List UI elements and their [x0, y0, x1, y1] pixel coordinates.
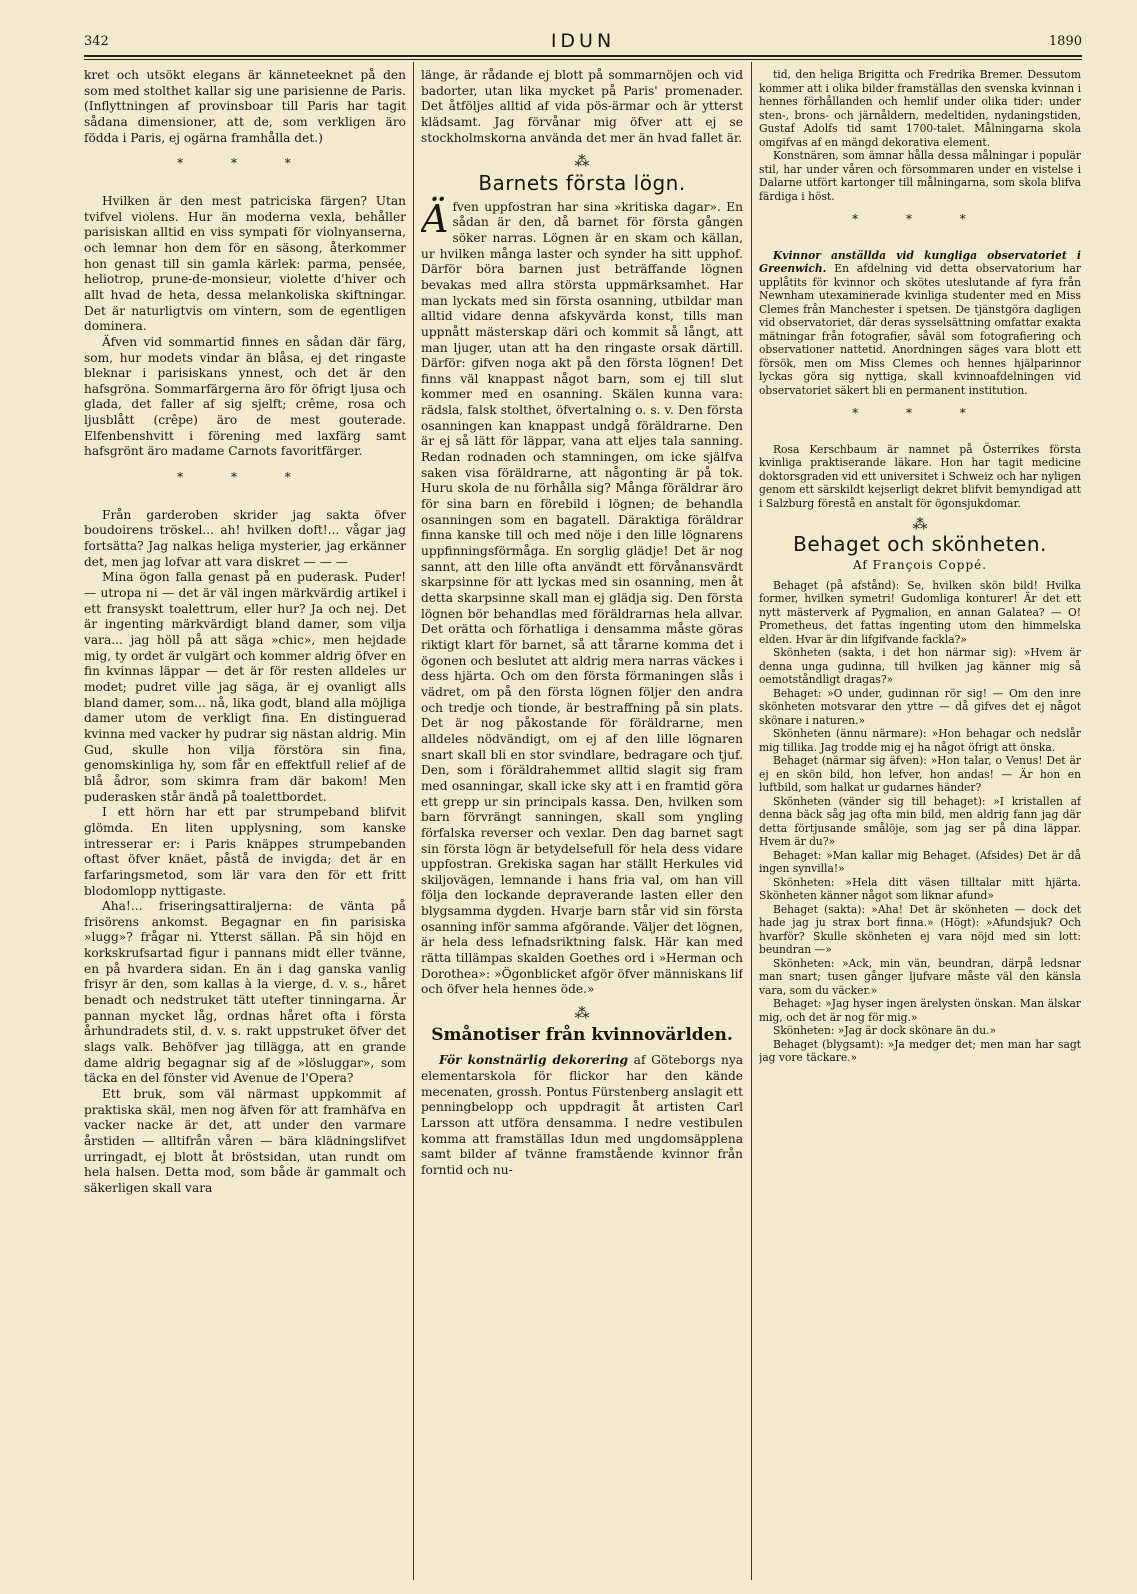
paragraph: Hvilken är den mest patriciska färgen? Utan tvifvel violens. Hur än moderna vexla, behåller parisiskan alltid en viss sympati för violnyanserna, och lemnar hon dem för en säsong, återkommer hon genast till sin gamla kärlek: parma, pensée, heliotrop, prune-de-monsieur, violette d'hiver och allt hvad de heta, dessa melankoliska skiftningar. Det är naturligtvis om vintern, som de egentligen dominera.: [84, 193, 406, 334]
dialogue-line: Skönheten: »Jag är dock skönare än du.»: [773, 1024, 997, 1037]
paragraph: Aha!... friseringsattiraljerna: de vänta på frisörens ankomst. Begagnar en fin parisiska »lugg»? frågar ni. Ytterst sällan. På sin höjd en korkskrufsartad figur i pannans midt eller tvänne, en på hvardera sidan. En än i dag ganska vanlig frisyr är den, som kallas à la vierge, d. v. s., håret benadt och nedstruket tätt utefter tinningarna. Är pannan mycket låg, ordnas håret ofta i första århundradets stil, d. v. s. rakt uppstruket öfver det slags valk. Behöfver jag tillägga, att en grande dame aldrig begagnar sig af de »lösluggar», som täcka en del fönster vid Avenue de l'Opera?: [84, 899, 406, 1086]
section-separator: * * *: [177, 156, 313, 171]
paragraph: Ett bruk, som väl närmast uppkommit af praktiska skäl, men nog äfven för att framhäfva en vacker nacke är det, att under den varmare årstiden — alltifrån våren — bära klädningslifvet urringadt, ej blott åt bröstsidan, utan rundt om hela halsen. Detta mod, som både är gammalt och säkerligen skall vara: [84, 1087, 406, 1195]
column-3: [759, 68, 1081, 1578]
year: 1890: [1048, 34, 1082, 49]
ornament-icon: ⁂: [574, 1004, 590, 1023]
dialogue-line: Skönheten (vänder sig till behaget): »I kristallen af denna bäck såg jag ofta min bild, men aldrig fann jag där detta förtjusande smålöje, som jag ser på dina läppar. Hvem är du?»: [759, 794, 1081, 848]
paragraph: Konstnären, som ämnar hålla dessa målningar i populär stil, har under våren och försommaren under en vistelse i Dalarne utfört kartonger till målningarna, som skola blifva färdiga i höst.: [759, 149, 1081, 203]
masthead: IDUN: [550, 30, 616, 52]
notice: Rosa Kerschbaum är namnet på Österrikes första kvinliga praktiserande läkare. Hon har tagit medicine doktorsgraden vid ett universitet i Schweiz och har nyligen genom ett särskildt kejserligt dekret blifvit bemyndigad att i Salzburg förestå en anstalt för ögonsjukdomar.: [759, 442, 1081, 510]
drop-cap: Ä: [421, 196, 449, 241]
notice-heading: För konstnärlig dekorering: [439, 1053, 628, 1068]
dialogue-line: Behaget: »Man kallar mig Behaget. (Afsides) Det är då ingen synvilla!»: [759, 848, 1081, 875]
paragraph: Mina ögon falla genast på en puderask. Puder! — utropa ni — det är väl ingen märkvärdig artikel i ett fransyskt toalettrum, eller hur? Ja och nej. Det är ingenting märkvärdigt bland damer, som vilja vara... jag höll på att säga »chic», men hejdade mig, ty ordet är vulgärt och kommer aldrig öfver en fin kvinnas läppar — det är för resten alldeles ur modet; pudret ville jag säga, är ej ovanligt alls bland damer, som... nå, lika godt, bland alla möjliga damer utom de verkligt fina. En distinguerad kvinna med vacker hy pudrar sig nästan aldrig. Min Gud, skulle hon vilja förstöra sin fina, genomskinliga hy, som får en effektfull relief af de blå ådror, som skimra fram där bakom! Men puderasken står ändå på toalettbordet.: [84, 570, 406, 804]
paragraph: tid, den heliga Brigitta och Fredrika Bremer. Dessutom kommer att i olika bilder framställas den svenska kvinnan i hennes förhållanden och hemlif under olika tider: under sten-, brons- och järnåldern, medeltiden, nydaningstiden, Gustaf Adolfs tid samt 1700-talet. Målningarna skola omgifvas af en mängd dekorativa element.: [759, 68, 1081, 149]
dialogue-line: Skönheten (sakta, i det hon närmar sig): »Hvem är denna unga gudinna, till hvilken jag känner mig så oemotståndligt dragas?»: [759, 646, 1081, 686]
notice-heading: Kvinnor anställda vid kungliga observatoriet i Greenwich.: [759, 248, 1081, 275]
dialogue-line: Behaget (på afstånd): Se, hvilken skön bild! Hvilka former, hvilken symetri! Gudomliga konturer! Är det ett nytt mästerverk af Pygmalion, en annan Galatea? — O! Prometheus, det fattas ingenting utom den himmelska elden. Hvar är din lifgifvande fackla?»: [759, 578, 1081, 646]
dialogue-line: Skönheten: »Ack, min vän, beundran, därpå ledsnar man snart; tusen gånger ljufvare måste väl den känsla vara, som du väcker.»: [759, 956, 1081, 997]
header-rule-thin: [84, 59, 1082, 60]
section-separator: * * *: [852, 212, 988, 226]
dialogue-line: Skönheten: »Hela ditt väsen tilltalar mitt hjärta. Skönheten känner något som liknar afund»: [759, 875, 1081, 902]
dialogue-line: Behaget: »O under, gudinnan rör sig! — Om den inre skönheten motsvarar den yttre — då gifves det ej något skönare i naturen.»: [759, 686, 1081, 727]
dialogue-line: Behaget: »Jag hyser ingen ärelysten önskan. Man älskar mig, och det är nog för mig.»: [759, 997, 1081, 1024]
column-divider: [751, 62, 752, 1580]
article-title: Barnets första lögn.: [478, 170, 686, 195]
page-number: 342: [84, 34, 109, 49]
section-title: Smånotiser från kvinnovärlden.: [431, 1024, 733, 1045]
paragraph: Äfven uppfostran har sina »kritiska dagar». En sådan är den, då barnet för första gången söker narras. Lögnen är en skam och källan, ur hvilken många laster och synder ha sitt upphof. Därför böra barnen just beträffande lögnen bevakas med allra största uppmärksamhet. Har man lyckats med sin första osanning, utbildar man alltid vidare denna afskyvärda konst, tills man uppnått mästerskap däri och kommit så långt, att man ljuger, utan att ha den ringaste orsak därtill. Därför: gifven noga akt på den första lögnen! Det finns väl knappast något barn, som ej till slut kommer med en osanning. Skälen kunna vara: rädsla, falsk stolthet, öfvertalning o. s. v. Den första osanningen kan knappast undgå föräldrarne. Den är ej så lätt för läppar, vana att eljes tala sanning. Redan rodnaden och stamningen, om icke själfva saken visa föräldrarne, att någonting är på tok. Huru skola de nu förhålla sig? Många föräldrar äro för sina barn en förebild i lögnen; de behandla osanningen som en bagatell. Däraktiga föräldrar finna kanske till och med nöje i den lille lögnarens uppfinningsförmåga. En sorglig glädje! Det är nog sannt, att den lille ofta användt ett förvånansvärdt skarpsinne för att lyckas med sin osanning, men åt detta skarpsinne skall man ej glädja sig. Den första lögnen bör behandlas med föräldrarnas hela allvar. Det orätta och förhatliga i densamma måste göras riktigt klart för barnet, så att tårarne komma det i ögonen och beslutet att aldrig mera narras väckes i dess hjärta. Och om den första förmaningen slås i vädret, om på den första lögnen följer den andra och tredje och tionde, är bestraffning på sin plats. Det är nog påkostande för föräldrarne, men alldeles nödvändigt, om ej af den lille lögnaren snart skall bli en stor svindlare, bedragare och tjuf. Den, som i föräldrahemmet alltid slagit sig fram med osanningar, skall icke sky att i en framtid göra ett grepp ur sin principals kassa. Den, hvilken som barn förvrängt sanningen, skall som yngling förfalska reverser och vexlar. Den dag barnet sagt sin första lögn är betydelsefull för hela dess vidare uppfostran. Grekiska sagan har ställt Herkules vid skiljovägen, lemnande i hans fria val, om han vill följa den lockande depraverande lasten eller den blygsamma dygden. Hvarje barn står vid sin första osanning inför samma afgörande. Väljer det lögnen, är hela dess lefnadsriktning falsk. Här kan med rätta tillämpas skalden Goethes ord i »Herman och Dorothea»: »Ögonblicket afgör öfver människans lif och öfver hela hennes öde.»: [421, 196, 743, 997]
paragraph: Äfven vid sommartid finnes en sådan där färg, som, hur modets vindar än blåsa, ej det ringaste bleknar i parisiskans ynnest, och det är den hafsgröna. Sommarfärgerna äro för öfrigt ljusa och glada, det faller af sig sjelft; crême, rosa och ljusblått (crêpe) äro de mest gouterade. Elfenbenshvitt i förening med laxfärg samt hafsgrönt äro madame Carnots favoritfärger.: [84, 334, 406, 459]
section-separator: * * *: [177, 470, 313, 485]
paragraph: kret och utsökt elegans är känneteeknet på den som med stolthet kallar sig une parisienne de Paris. (Inflyttningen af provinsboar till Paris har tagit sådana dimensioner, att de, som verkligen äro födda i Paris, ej ogärna framhålla det.): [84, 68, 406, 145]
paragraph: Från garderoben skrider jag sakta öfver boudoirens tröskel... ah! hvilken doft!... vågar jag fortsätta? Jag nalkas heliga mysterier, jag erkänner det, men jag lofvar att vara diskret — — —: [84, 507, 406, 569]
ornament-icon: ⁂: [912, 515, 928, 533]
column-divider: [413, 62, 414, 1580]
dialogue-line: Behaget (blygsamt): »Ja medger det; men man har sagt jag vore täckare.»: [759, 1037, 1081, 1064]
dialogue-line: Skönheten (ännu närmare): »Hon behagar och nedslår mig tillika. Jag trodde mig ej ha något öfrigt att önska.: [759, 727, 1081, 754]
article-title: Behaget och skönheten.: [793, 531, 1047, 556]
notice: För konstnärlig dekorering af Göteborgs nya elementarskola för flickor har den kände mecenaten, grossh. Pontus Fürstenberg anslagit ett penningbelopp och uppdragit åt artisten Carl Larsson att utföra densamma. I nedre vestibulen komma att framställas Idun med ungdomsäpplena samt bilder af tvänne framstående kvinnor från forntid och nu-: [421, 1053, 743, 1177]
column-2: [421, 68, 743, 1578]
byline: Af François Coppé.: [852, 558, 988, 572]
section-separator: * * *: [852, 406, 988, 420]
notice: Kvinnor anställda vid kungliga observatoriet i Greenwich. En afdelning vid detta observatorium har upplåtits för kvinnor och skötes uteslutande af fyra från Newnham utexaminerade kvinliga studenter med en Miss Clemes från Manchester i spetsen. De tjänstgöra dagligen vid observatoriet, där deras sysselsättning omfattar exakta mätningar från fotografier, såväl som fotografiering och observationer nattetid. Anordningen säges vara blott ett försök, men om Miss Clemes och hennes hjälparinnor lyckas göra sig nyttiga, skall kvinnoafdelningen vid observatoriet säkert bli en permanent institution.: [759, 248, 1081, 397]
page-header: [84, 30, 1082, 52]
paragraph: länge, är rådande ej blott på sommarnöjen och vid badorter, utan lika mycket på Paris' promenader. Det åtföljes alltid af vida pös-ärmar och är ytterst klädsamt. Jag förvånar mig öfver att ej se stockholmskorna använda det mer än hvad fallet är.: [421, 68, 743, 145]
dialogue-line: Behaget (närmar sig äfven): »Hon talar, o Venus! Det är ej en skön bild, hon lefver, hon andas! — Är hon en luftbild, som halkat ur gudarnes händer?: [759, 754, 1081, 794]
paragraph: I ett hörn har ett par strumpeband blifvit glömda. En liten upplysning, som kanske intresserar er: i Paris knäppes strumpebanden oftast öfver knäet, påstå de invigda; det är en farfaringsmetod, som lär vara den för ett fritt blodomlopp nyttigaste.: [84, 805, 406, 898]
header-rule: [84, 55, 1082, 57]
column-1: [84, 68, 406, 1578]
dialogue-line: Behaget (sakta): »Aha! Det är skönheten — dock det hade jag ju strax bort finna.» (Högt): »Afundsjuk? Och hvarför? Skulle skönheten ej vara nöjd med sin lott: beundran —»: [759, 902, 1081, 956]
ornament-icon: ⁂: [574, 152, 590, 171]
